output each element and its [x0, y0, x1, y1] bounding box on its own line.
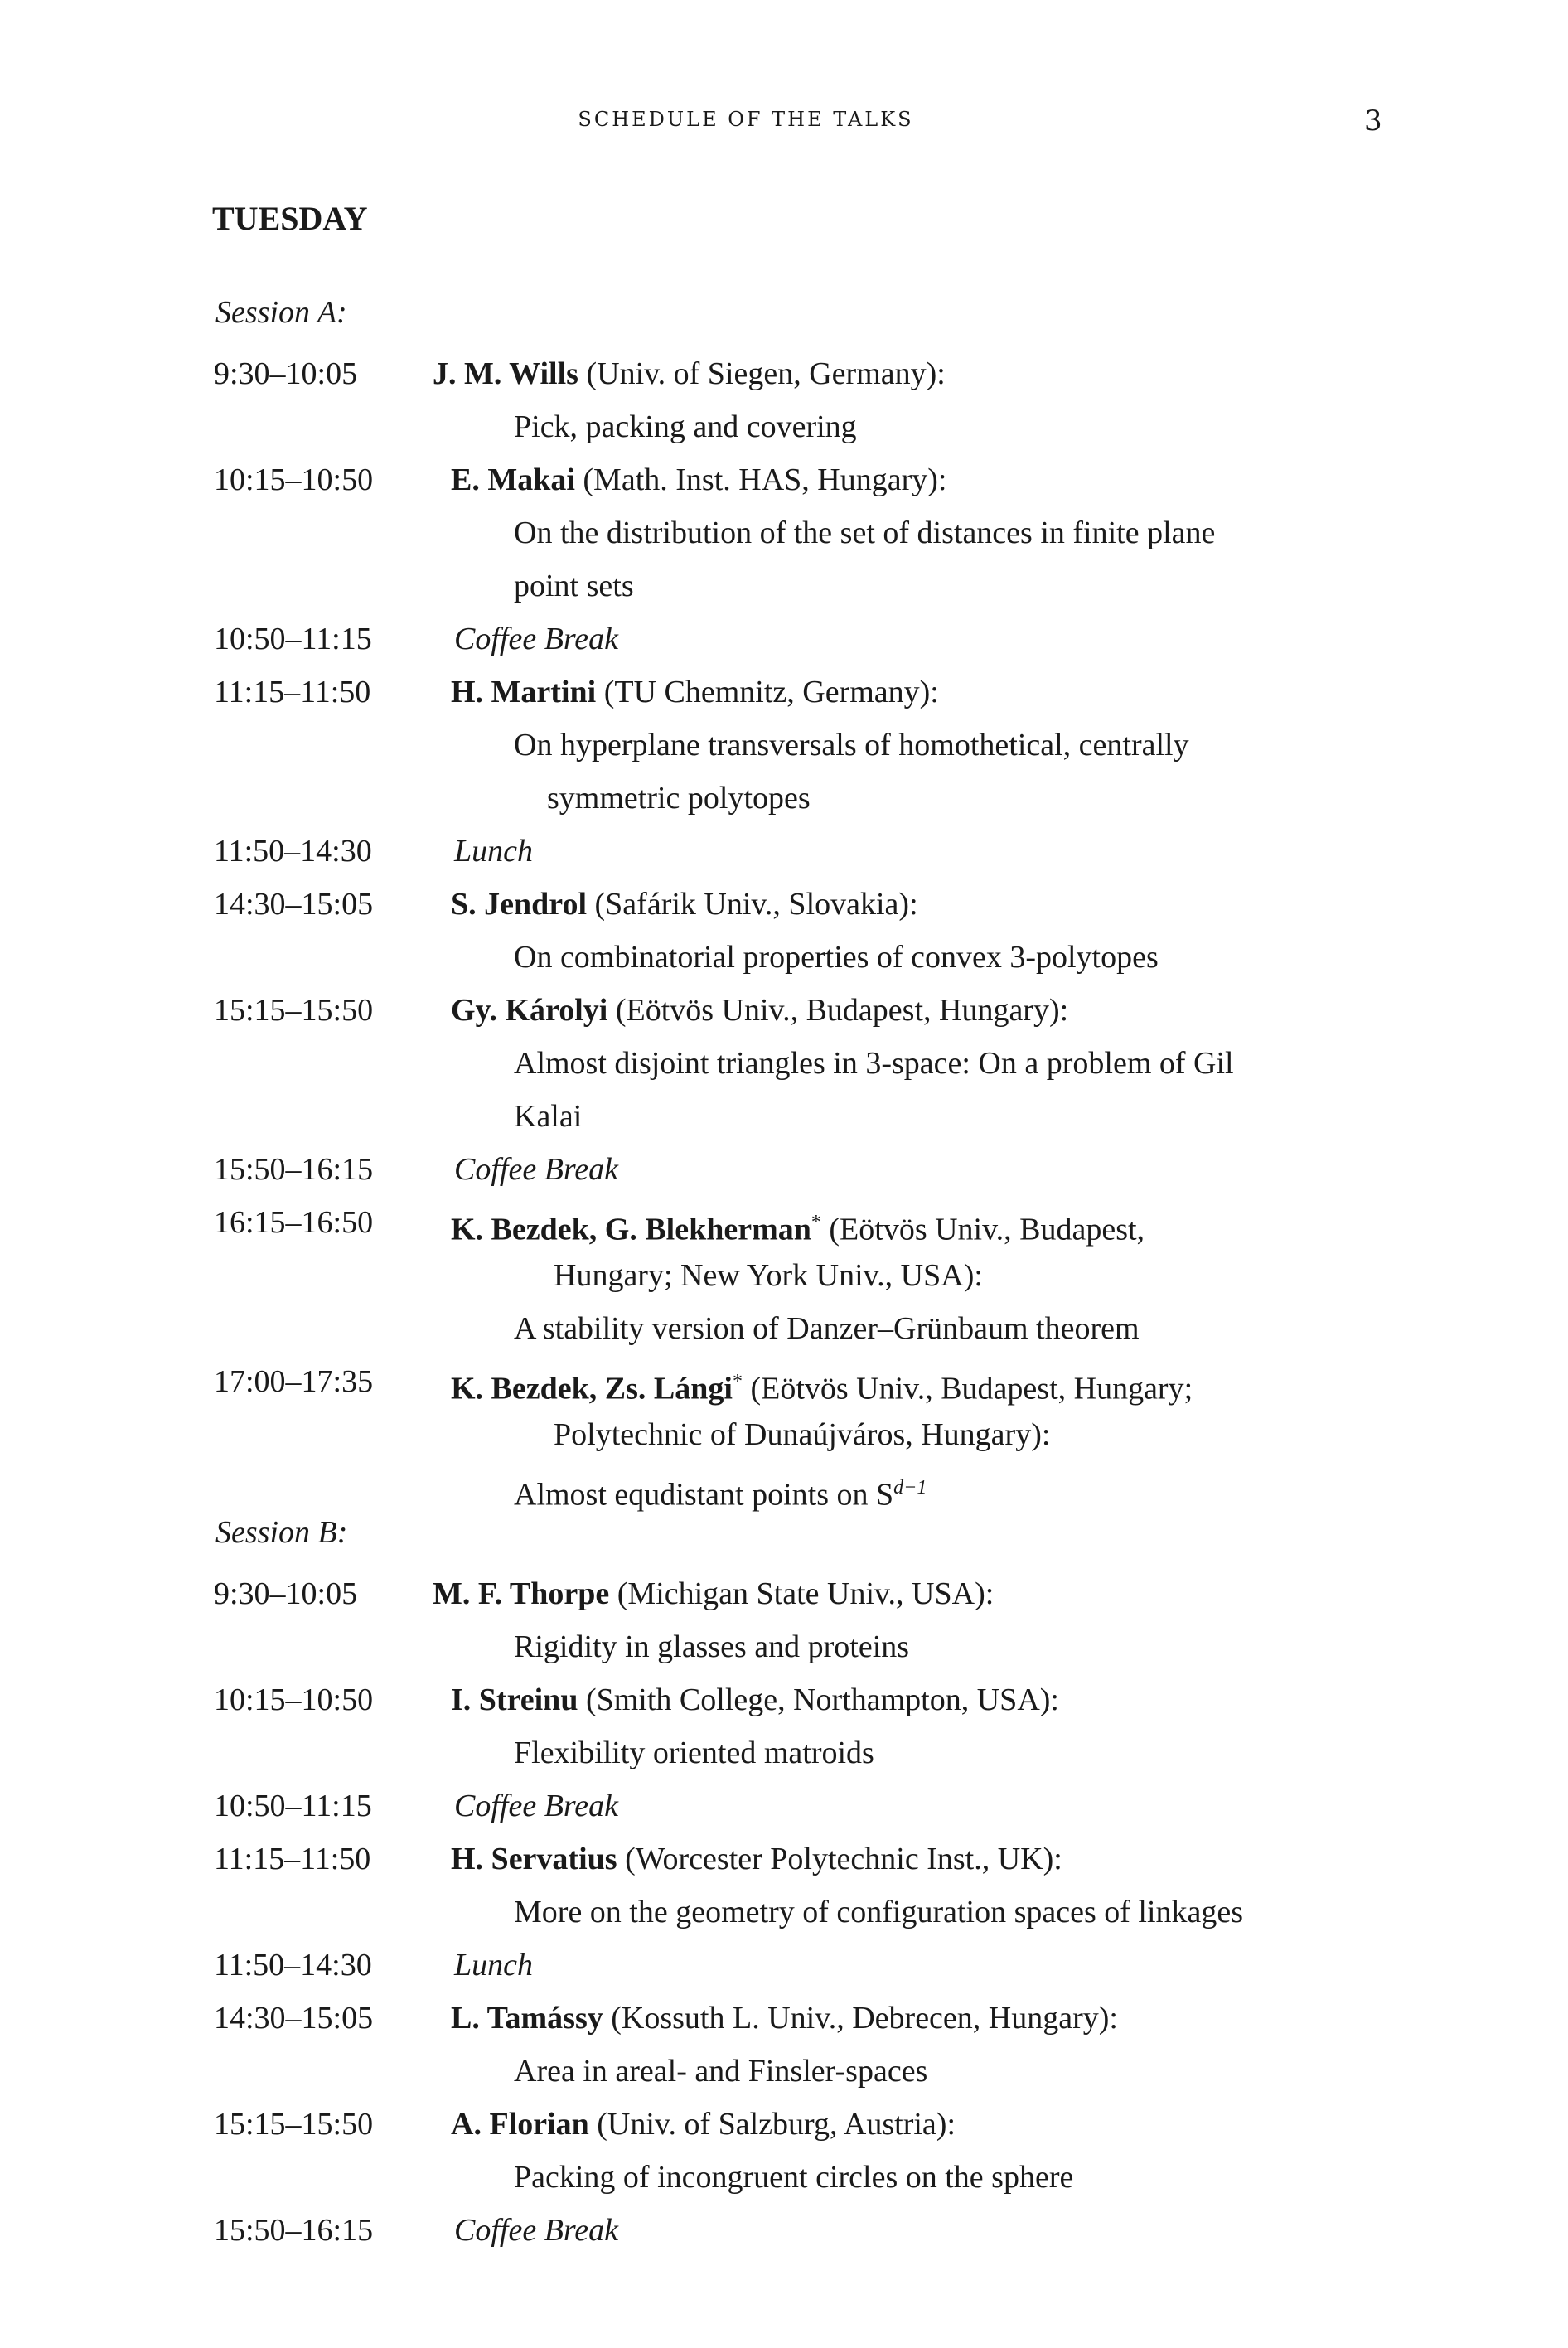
speaker-affiliation: (Eötvös Univ., Budapest,: [820, 1212, 1145, 1247]
talk-title: point sets: [514, 569, 634, 603]
speaker-line: [451, 453, 946, 506]
speaker-names: H. Servatius: [451, 1842, 617, 1876]
talk-title: Almost equdistant points on $S^{d-1}$: [514, 1477, 927, 1513]
speaker-affiliation: (TU Chemnitz, Germany):: [596, 675, 939, 709]
speaker-line: [451, 1832, 1062, 1886]
day-title: TUESDAY: [212, 200, 368, 237]
speaker-names: J. M. Wills: [433, 356, 578, 391]
speaker-affiliation: (Michigan State Univ., USA):: [609, 1576, 995, 1611]
session-label: Session B:: [215, 1515, 348, 1550]
title-superscript: d−1: [893, 1477, 927, 1498]
talk-title: Flexibility oriented matroids: [514, 1736, 874, 1770]
talk-title: Area in areal- and Finsler-spaces: [514, 2054, 928, 2089]
speaker-affiliation: (Math. Inst. HAS, Hungary):: [574, 462, 947, 497]
talk-title: Pick, packing and covering: [514, 409, 857, 444]
speaker-names: L. Tamássy: [451, 2001, 603, 2036]
speaker-names: E. Makai: [451, 462, 575, 497]
time-slot: 17:00–17:35: [214, 1364, 374, 1399]
session-label: Session A:: [215, 295, 347, 330]
coffee-break-label: Coffee Break: [454, 2213, 619, 2248]
talk-title: On hyperplane transversals of homothetical, centrally: [514, 728, 1189, 762]
running-header: [0, 104, 1568, 138]
time-slot: 9:30–10:05: [214, 356, 358, 391]
speaker-line: [451, 1992, 1118, 2045]
coffee-break-label: Coffee Break: [454, 622, 619, 656]
speaker-affiliation: (Safárik Univ., Slovakia):: [587, 887, 918, 922]
speaker-affiliation: (Worcester Polytechnic Inst., UK):: [617, 1842, 1062, 1876]
presenter-mark: *: [732, 1371, 743, 1392]
time-slot: 10:50–11:15: [214, 1789, 372, 1823]
speaker-names: M. F. Thorpe: [433, 1576, 610, 1611]
speaker-line: [451, 984, 1068, 1037]
talk-title: A stability version of Danzer–Grünbaum theorem: [514, 1311, 1140, 1346]
speaker-affiliation: (Univ. of Siegen, Germany):: [578, 356, 946, 391]
time-slot: 11:50–14:30: [214, 1948, 372, 1982]
affiliation-cont-text: Hungary; New York Univ., USA):: [554, 1258, 983, 1293]
speaker-names: A. Florian: [451, 2107, 589, 2142]
speaker-affiliation: (Kossuth L. Univ., Debrecen, Hungary):: [603, 2001, 1118, 2036]
time-slot: 15:50–16:15: [214, 2213, 374, 2248]
time-slot: 15:15–15:50: [214, 2107, 374, 2142]
time-slot: 10:50–11:15: [214, 622, 372, 656]
time-slot: 14:30–15:05: [214, 2001, 374, 2036]
time-slot: 11:15–11:50: [214, 1842, 371, 1876]
speaker-names: Gy. Károlyi: [451, 993, 608, 1028]
speaker-line: [433, 1567, 994, 1620]
time-slot: 11:15–11:50: [214, 675, 371, 709]
talk-title: More on the geometry of configuration spaces of linkages: [514, 1895, 1244, 1929]
speaker-line: [451, 2098, 956, 2151]
speaker-affiliation: (Univ. of Salzburg, Austria):: [588, 2107, 956, 2142]
speaker-line: [451, 1355, 1193, 1416]
talk-title: Almost disjoint triangles in 3-space: On a problem of Gil: [514, 1046, 1234, 1081]
presenter-mark: *: [811, 1212, 821, 1233]
time-slot: 14:30–15:05: [214, 887, 374, 922]
time-slot: 10:15–10:50: [214, 1682, 374, 1717]
coffee-break-label: Coffee Break: [454, 1152, 619, 1187]
header-title: SCHEDULE OF THE TALKS: [578, 108, 914, 131]
speaker-names: H. Martini: [451, 675, 597, 709]
speaker-affiliation: (Eötvös Univ., Budapest, Hungary):: [607, 993, 1069, 1028]
talk-title: On the distribution of the set of distances in finite plane: [514, 516, 1216, 550]
speaker-line: [433, 347, 946, 400]
lunch-label: Lunch: [454, 834, 533, 869]
speaker-line: [451, 1673, 1059, 1726]
speaker-names: S. Jendrol: [451, 887, 588, 922]
time-slot: 15:50–16:15: [214, 1152, 374, 1187]
speaker-names: K. Bezdek, G. Blekherman: [451, 1212, 811, 1247]
time-slot: 9:30–10:05: [214, 1576, 358, 1611]
time-slot: 10:15–10:50: [214, 462, 374, 497]
speaker-names: K. Bezdek, Zs. Lángi: [451, 1371, 733, 1406]
talk-title: symmetric polytopes: [547, 781, 811, 816]
talk-title: Kalai: [514, 1099, 583, 1134]
time-slot: 15:15–15:50: [214, 993, 374, 1028]
talk-title: Rigidity in glasses and proteins: [514, 1629, 910, 1664]
lunch-label: Lunch: [454, 1948, 533, 1982]
time-slot: 11:50–14:30: [214, 834, 372, 869]
speaker-line: [451, 666, 939, 719]
speaker-line: [451, 878, 918, 931]
coffee-break-label: Coffee Break: [454, 1789, 619, 1823]
speaker-affiliation: (Eötvös Univ., Budapest, Hungary;: [742, 1371, 1193, 1406]
page-number: 3: [1364, 104, 1382, 138]
talk-title: Packing of incongruent circles on the sphere: [514, 2160, 1074, 2195]
time-slot: 16:15–16:50: [214, 1205, 374, 1240]
talk-title: On combinatorial properties of convex 3-polytopes: [514, 940, 1159, 975]
speaker-affiliation: (Smith College, Northampton, USA):: [578, 1682, 1059, 1717]
affiliation-cont-text: Polytechnic of Dunaújváros, Hungary):: [554, 1417, 1051, 1452]
speaker-line: [451, 1196, 1145, 1256]
speaker-names: I. Streinu: [451, 1682, 578, 1717]
